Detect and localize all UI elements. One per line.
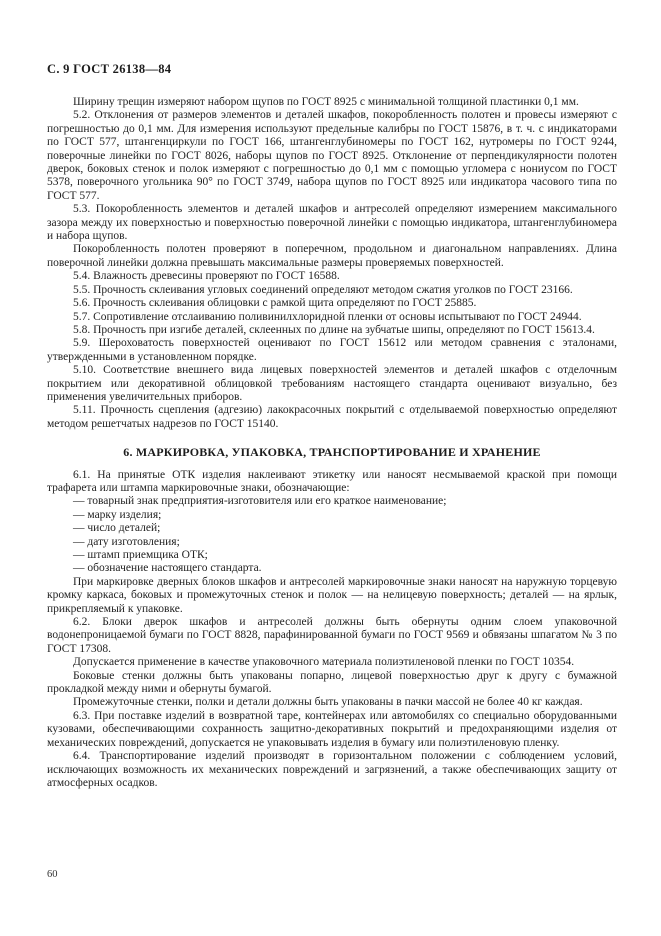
paragraph-5-9: 5.9. Шероховатость поверхностей оценивают по ГОСТ 15612 или методом сравнения с эталонами, утвержденными в установленном порядке. (47, 337, 617, 363)
marking-list-item-model: — марку изделия; (73, 508, 162, 521)
marking-list-item-trademark: — товарный знак предприятия-изготовителя или его краткое наименование; (73, 495, 447, 508)
paragraph-5-6: 5.6. Прочность склеивания облицовки с рамкой щита определяют по ГОСТ 25885. (73, 297, 477, 310)
page-number: 60 (47, 869, 58, 880)
marking-list-item-standard: — обозначение настоящего стандарта. (73, 562, 262, 575)
paragraph-5-3-note: Покоробленность полотен проверяют в поперечном, продольном и диагональном направлениях. Длина поверочной линейки должна превышать максимальные размеры проверяемых поверхностей. (47, 243, 617, 269)
paragraph-6-2-side-walls: Боковые стенки должны быть упакованы попарно, лицевой поверхностью друг к другу с бумажной прокладкой между ними и обернуты бумагой. (47, 669, 617, 696)
paragraph-6-2: 6.2. Блоки дверок шкафов и антресолей должны быть обернуты одним слоем упаковочной водонепроницаемой бумаги по ГОСТ 8828, парафинированной бумаги по ГОСТ 9569 и обвязаны шпагатом № 3 по ГОСТ 17308. (47, 616, 617, 655)
marking-list-item-date: — дату изготовления; (73, 535, 180, 548)
section-6-heading: 6. МАРКИРОВКА, УПАКОВКА, ТРАНСПОРТИРОВАНИЕ И ХРАНЕНИЕ (123, 445, 541, 460)
paragraph-5-11: 5.11. Прочность сцепления (адгезию) лакокрасочных покрытий с отделываемой поверхностью определяют методом решетчатых надрезов по ГОСТ 15140. (47, 404, 617, 430)
paragraph-5-10: 5.10. Соответствие внешнего вида лицевых поверхностей элементов и деталей шкафов с отделочным покрытием или декоративной облицовкой требованиям настоящего стандарта оценивают визуально, без применения увеличительных приборов. (47, 364, 617, 403)
paragraph-5-2: 5.2. Отклонения от размеров элементов и деталей шкафов, покоробленность полотен и провесы измеряют с погрешностью до 0,1 мм. Для измерения используют предельные калибры по ГОСТ 15876, в т. ч. с индикаторами по ГОСТ 577, штангенциркули по ГОСТ 166, штангенглубиномеры по ГОСТ 162, нутромеры по ГОСТ 9244, поверочные линейки по ГОСТ 8026, наборы щупов по ГОСТ 8925. Отклонение от перпендикулярности полотен дверок, боковых стенок и полок измеряют с погрешностью до 0,1 мм с помощью угломера с нониусом по ГОСТ 5378, поверочного угольника 90° по ГОСТ 3749, набора щупов по ГОСТ 8925 или индикатора часового типа по ГОСТ 577. (47, 109, 617, 202)
document-body (47, 96, 617, 790)
paragraph-6-2-film: Допускается применение в качестве упаковочного материала полиэтиленовой пленки по ГОСТ 10354. (73, 656, 575, 669)
paragraph-6-3: 6.3. При поставке изделий в возвратной таре, контейнерах или автомобилях со специально оборудованными кузовами, обеспечивающими сохранность защитно-декоративных покрытий и предохраняющими изделия от механических повреждений, допускается не упаковывать изделия в бумагу или полиэтиленовую пленку. (47, 709, 617, 749)
paragraph-5-4: 5.4. Влажность древесины проверяют по ГОСТ 16588. (73, 270, 340, 283)
paragraph-5-5: 5.5. Прочность склеивания угловых соединений определяют методом сжатия уголков по ГОСТ 23166. (73, 283, 573, 296)
marking-list-item-part-count: — число деталей; (73, 522, 161, 535)
paragraph-6-4: 6.4. Транспортирование изделий производят в горизонтальном положении с соблюдением условий, исключающих возможность их механических повреждений и загрязнений, а также обеспечивающих защиту от атмосферных осадков. (47, 750, 617, 789)
page-header: С. 9 ГОСТ 26138—84 (47, 62, 172, 76)
paragraph-width-cracks: Ширину трещин измеряют набором щупов по ГОСТ 8925 с минимальной толщиной пластинки 0,1 мм. (73, 96, 579, 108)
paragraph-5-7: 5.7. Сопротивление отслаиванию поливинилхлоридной пленки от основы испытывают по ГОСТ 24944. (73, 310, 582, 323)
paragraph-marking-placement: При маркировке дверных блоков шкафов и антресолей маркировочные знаки наносят на наружную торцевую кромку каркаса, боковых и промежуточных стенок и полок — на нелицевую поверхность; деталей — на ярлык, прикрепляемый к упаковке. (47, 575, 617, 615)
paragraph-6-1: 6.1. На принятые ОТК изделия наклеивают этикетку или наносят несмываемой краской при помощи трафарета или штампа маркировочные знаки, обозначающие: (47, 468, 617, 494)
marking-list-item-stamp: — штамп приемщика ОТК; (73, 549, 208, 561)
paragraph-5-3: 5.3. Покоробленность элементов и деталей шкафов и антресолей определяют измерением максимального зазора между их поверхностью и поверхностью поверочной линейки с помощью индикатора, штангенглубиномера и набора щупов. (47, 203, 617, 243)
paragraph-6-2-packs: Промежуточные стенки, полки и детали должны быть упакованы в пачки массой не более 40 кг каждая. (73, 696, 583, 709)
paragraph-5-8: 5.8. Прочность при изгибе деталей, склеенных по длине на зубчатые шипы, определяют по ГОСТ 15613.4. (73, 323, 595, 336)
